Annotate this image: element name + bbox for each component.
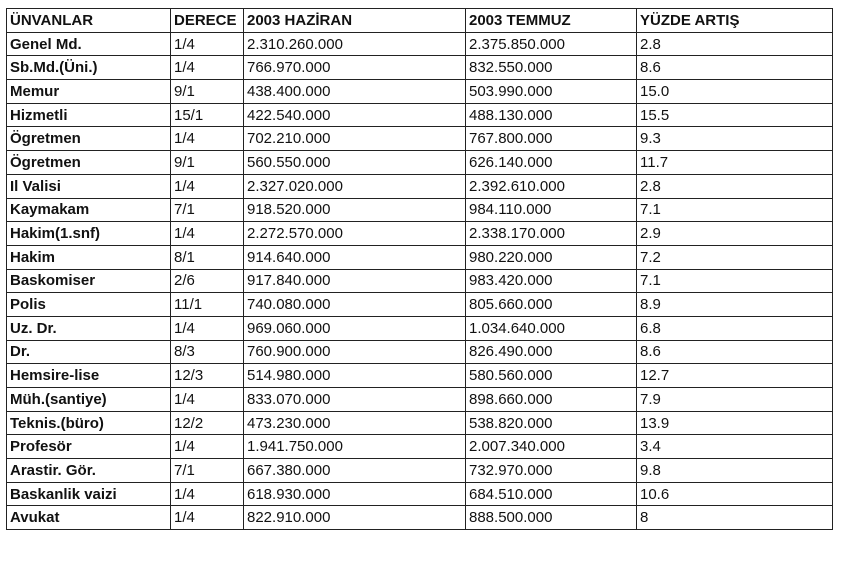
cell-temmuz: 983.420.000 xyxy=(466,269,637,293)
cell-derece: 1/4 xyxy=(171,32,244,56)
cell-unvan: Ögretmen xyxy=(7,127,171,151)
cell-derece: 8/1 xyxy=(171,245,244,269)
table-row xyxy=(7,340,833,364)
table-row xyxy=(7,222,833,246)
cell-derece: 11/1 xyxy=(171,293,244,317)
cell-artis: 11.7 xyxy=(637,151,833,175)
table-row xyxy=(7,174,833,198)
cell-artis: 12.7 xyxy=(637,364,833,388)
cell-unvan: Teknis.(büro) xyxy=(7,411,171,435)
salary-table xyxy=(6,8,833,530)
cell-unvan: Hizmetli xyxy=(7,103,171,127)
header-2003-haziran: 2003 HAZİRAN xyxy=(244,9,466,33)
cell-haziran: 917.840.000 xyxy=(244,269,466,293)
table-row xyxy=(7,411,833,435)
table-header xyxy=(7,9,833,33)
table-row xyxy=(7,506,833,530)
header-derece: DERECE xyxy=(171,9,244,33)
cell-derece: 12/2 xyxy=(171,411,244,435)
cell-derece: 7/1 xyxy=(171,459,244,483)
cell-unvan: Hakim xyxy=(7,245,171,269)
cell-unvan: Hakim(1.snf) xyxy=(7,222,171,246)
cell-artis: 9.3 xyxy=(637,127,833,151)
salary-table-container xyxy=(6,8,833,530)
cell-haziran: 438.400.000 xyxy=(244,80,466,104)
cell-artis: 2.8 xyxy=(637,32,833,56)
cell-artis: 6.8 xyxy=(637,316,833,340)
cell-artis: 7.1 xyxy=(637,269,833,293)
cell-derece: 1/4 xyxy=(171,127,244,151)
cell-artis: 10.6 xyxy=(637,482,833,506)
cell-haziran: 1.941.750.000 xyxy=(244,435,466,459)
cell-haziran: 918.520.000 xyxy=(244,198,466,222)
cell-temmuz: 503.990.000 xyxy=(466,80,637,104)
cell-derece: 7/1 xyxy=(171,198,244,222)
cell-derece: 1/4 xyxy=(171,482,244,506)
cell-temmuz: 980.220.000 xyxy=(466,245,637,269)
cell-temmuz: 732.970.000 xyxy=(466,459,637,483)
table-row xyxy=(7,316,833,340)
cell-haziran: 2.327.020.000 xyxy=(244,174,466,198)
cell-unvan: Kaymakam xyxy=(7,198,171,222)
header-row xyxy=(7,9,833,33)
cell-temmuz: 898.660.000 xyxy=(466,388,637,412)
cell-artis: 2.9 xyxy=(637,222,833,246)
header-2003-temmuz: 2003 TEMMUZ xyxy=(466,9,637,33)
cell-derece: 1/4 xyxy=(171,56,244,80)
cell-artis: 8.6 xyxy=(637,56,833,80)
cell-derece: 9/1 xyxy=(171,80,244,104)
cell-temmuz: 626.140.000 xyxy=(466,151,637,175)
cell-unvan: Sb.Md.(Üni.) xyxy=(7,56,171,80)
cell-derece: 8/3 xyxy=(171,340,244,364)
cell-haziran: 618.930.000 xyxy=(244,482,466,506)
cell-derece: 15/1 xyxy=(171,103,244,127)
cell-haziran: 514.980.000 xyxy=(244,364,466,388)
cell-temmuz: 488.130.000 xyxy=(466,103,637,127)
cell-haziran: 2.272.570.000 xyxy=(244,222,466,246)
cell-unvan: Avukat xyxy=(7,506,171,530)
cell-derece: 1/4 xyxy=(171,174,244,198)
cell-temmuz: 580.560.000 xyxy=(466,364,637,388)
cell-temmuz: 832.550.000 xyxy=(466,56,637,80)
cell-derece: 12/3 xyxy=(171,364,244,388)
cell-artis: 2.8 xyxy=(637,174,833,198)
cell-haziran: 969.060.000 xyxy=(244,316,466,340)
cell-unvan: Dr. xyxy=(7,340,171,364)
table-row xyxy=(7,388,833,412)
table-row xyxy=(7,435,833,459)
table-row xyxy=(7,56,833,80)
table-row xyxy=(7,80,833,104)
cell-haziran: 473.230.000 xyxy=(244,411,466,435)
cell-unvan: Müh.(santiye) xyxy=(7,388,171,412)
cell-unvan: Arastir. Gör. xyxy=(7,459,171,483)
cell-unvan: Memur xyxy=(7,80,171,104)
cell-unvan: Profesör xyxy=(7,435,171,459)
cell-temmuz: 2.392.610.000 xyxy=(466,174,637,198)
cell-temmuz: 538.820.000 xyxy=(466,411,637,435)
cell-haziran: 766.970.000 xyxy=(244,56,466,80)
table-row xyxy=(7,364,833,388)
cell-artis: 8.9 xyxy=(637,293,833,317)
table-row xyxy=(7,459,833,483)
cell-haziran: 914.640.000 xyxy=(244,245,466,269)
cell-haziran: 760.900.000 xyxy=(244,340,466,364)
cell-unvan: Ögretmen xyxy=(7,151,171,175)
cell-unvan: Hemsire-lise xyxy=(7,364,171,388)
table-row xyxy=(7,482,833,506)
header-unvanlar: ÜNVANLAR xyxy=(7,9,171,33)
cell-haziran: 833.070.000 xyxy=(244,388,466,412)
cell-temmuz: 805.660.000 xyxy=(466,293,637,317)
cell-artis: 7.2 xyxy=(637,245,833,269)
cell-temmuz: 1.034.640.000 xyxy=(466,316,637,340)
cell-derece: 1/4 xyxy=(171,222,244,246)
table-body xyxy=(7,32,833,529)
table-row xyxy=(7,127,833,151)
cell-artis: 15.0 xyxy=(637,80,833,104)
cell-haziran: 422.540.000 xyxy=(244,103,466,127)
cell-derece: 1/4 xyxy=(171,388,244,412)
table-row xyxy=(7,245,833,269)
cell-haziran: 740.080.000 xyxy=(244,293,466,317)
cell-derece: 1/4 xyxy=(171,435,244,459)
cell-temmuz: 2.007.340.000 xyxy=(466,435,637,459)
cell-artis: 9.8 xyxy=(637,459,833,483)
table-row xyxy=(7,32,833,56)
cell-unvan: Genel Md. xyxy=(7,32,171,56)
cell-haziran: 560.550.000 xyxy=(244,151,466,175)
cell-unvan: Baskomiser xyxy=(7,269,171,293)
table-row xyxy=(7,198,833,222)
cell-temmuz: 2.375.850.000 xyxy=(466,32,637,56)
header-yuzde-artis: YÜZDE ARTIŞ xyxy=(637,9,833,33)
cell-derece: 1/4 xyxy=(171,316,244,340)
cell-unvan: Baskanlik vaizi xyxy=(7,482,171,506)
cell-artis: 7.9 xyxy=(637,388,833,412)
cell-artis: 8 xyxy=(637,506,833,530)
cell-derece: 2/6 xyxy=(171,269,244,293)
cell-temmuz: 2.338.170.000 xyxy=(466,222,637,246)
cell-haziran: 702.210.000 xyxy=(244,127,466,151)
table-row xyxy=(7,151,833,175)
table-row xyxy=(7,269,833,293)
cell-derece: 9/1 xyxy=(171,151,244,175)
cell-unvan: Polis xyxy=(7,293,171,317)
cell-temmuz: 684.510.000 xyxy=(466,482,637,506)
cell-artis: 7.1 xyxy=(637,198,833,222)
cell-haziran: 822.910.000 xyxy=(244,506,466,530)
cell-artis: 13.9 xyxy=(637,411,833,435)
cell-artis: 8.6 xyxy=(637,340,833,364)
cell-temmuz: 888.500.000 xyxy=(466,506,637,530)
cell-artis: 15.5 xyxy=(637,103,833,127)
table-row xyxy=(7,103,833,127)
cell-temmuz: 826.490.000 xyxy=(466,340,637,364)
cell-temmuz: 984.110.000 xyxy=(466,198,637,222)
cell-haziran: 2.310.260.000 xyxy=(244,32,466,56)
cell-unvan: Il Valisi xyxy=(7,174,171,198)
cell-unvan: Uz. Dr. xyxy=(7,316,171,340)
cell-derece: 1/4 xyxy=(171,506,244,530)
cell-temmuz: 767.800.000 xyxy=(466,127,637,151)
table-row xyxy=(7,293,833,317)
cell-artis: 3.4 xyxy=(637,435,833,459)
cell-haziran: 667.380.000 xyxy=(244,459,466,483)
